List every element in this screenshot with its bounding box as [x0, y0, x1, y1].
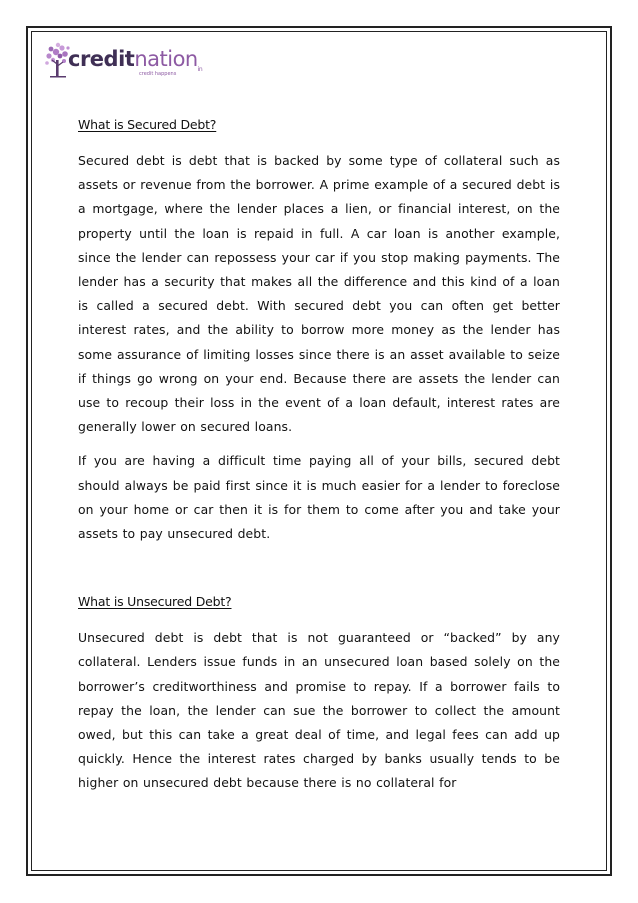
logo-tagline: credit happens — [139, 71, 177, 77]
logo-suffix: in — [197, 66, 203, 74]
logo-nation: nation — [134, 47, 198, 71]
logo-wordmark — [68, 47, 202, 73]
paragraph-unsecured-1: Unsecured debt is debt that is not guaranteed or “backed” by any collateral. Lenders issue funds in an unsecured loan based solely on the borrower’s creditworthiness and promise to repay. If a borrower fails to repay the loan, the lender can sue the borrower to collect the amount owed, but this can take a great deal of time, and legal fees can add up quickly. Hence the interest rates charged by banks usually tends to be higher on unsecured debt because there is no collateral for — [78, 630, 560, 791]
paragraph-secured-2: If you are having a difficult time paying all of your bills, secured debt should always be paid first since it is much easier for a lender to foreclose on your home or car then it is for them to come after you and take your assets to pay unsecured debt. — [78, 453, 560, 542]
logo-credit: credit — [68, 47, 135, 71]
section-heading-secured: What is Secured Debt? — [78, 117, 217, 132]
section-heading-unsecured: What is Unsecured Debt? — [78, 594, 232, 610]
tree-icon — [45, 43, 69, 78]
paragraph-secured-1: Secured debt is debt that is backed by some type of collateral such as assets or revenue from the borrower. A prime example of a secured debt is a mortgage, where the lender places a lien, or financial interest, on the property until the loan is repaid in full. A car loan is another example, since the lender can repossess your car if you stop making payments. The lender has a security that makes all the difference and this kind of a loan is called a secured debt. With secured debt you can often get better interest rates, and the ability to borrow more money as the lender has some assurance of limiting losses since there is an asset available to seize if things go wrong on your end. Because there are assets the lender can use to recoup their loss in the event of a loan default, interest rates are generally lower on secured loans. — [78, 153, 560, 435]
document-body — [78, 117, 560, 796]
